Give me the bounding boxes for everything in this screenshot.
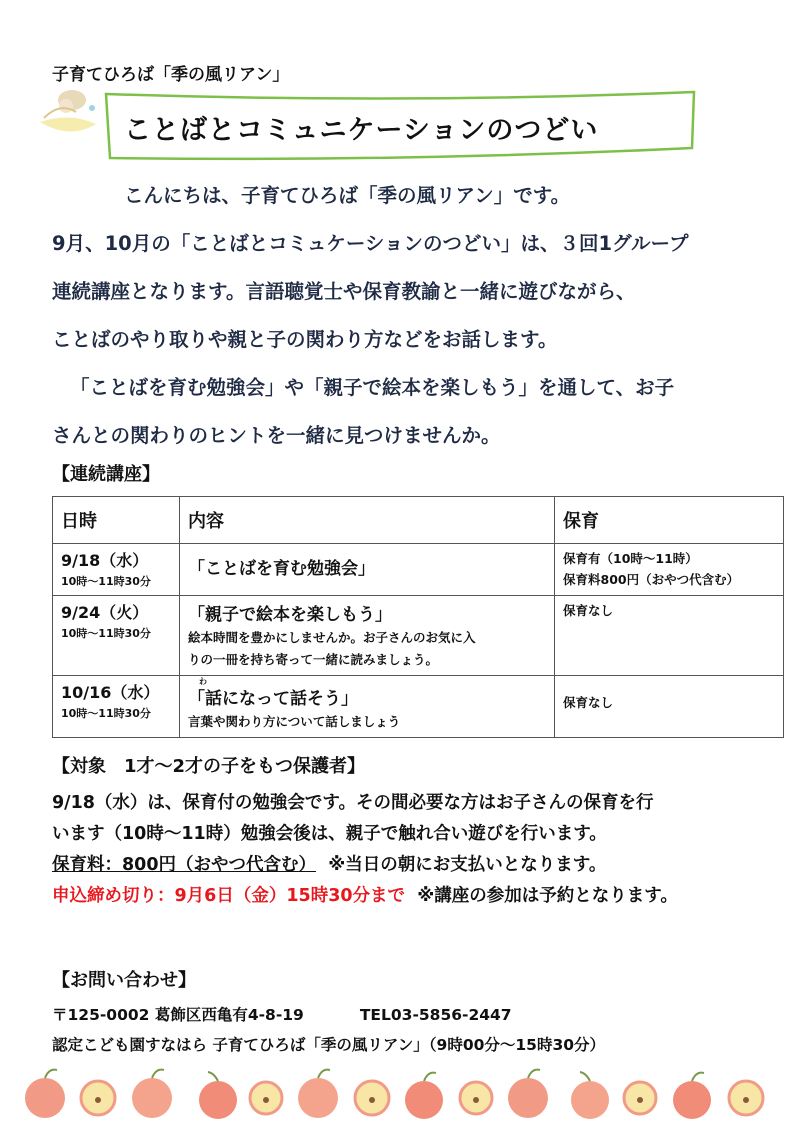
intro-line: こんにちは、子育てひろば「季の風リアン」です。 — [124, 184, 571, 207]
intro-text — [52, 172, 762, 460]
session-date: 9/24（火） — [61, 603, 149, 622]
apple-icon — [298, 1070, 338, 1118]
intro-line: ことばのやり取りや親と子の関わり方などをお話します。 — [52, 328, 558, 351]
childcare-info: 保育なし — [563, 695, 614, 710]
session-time: 10時～11時30分 — [61, 575, 151, 588]
session-time: 10時～11時30分 — [61, 627, 151, 640]
apple-icon — [25, 1070, 65, 1118]
childcare-info — [563, 544, 775, 590]
header-childcare: 保育 — [555, 497, 784, 544]
furigana: わ — [199, 677, 207, 686]
target-heading: 【対象 1才～2才の子をもつ保護者】 — [52, 756, 366, 777]
session-description: 言葉や関わり方について話しましょう — [188, 714, 401, 729]
phone-number: TEL03-5856-2447 — [359, 1006, 512, 1024]
fee-text: 保育料：800円（おやつ代含む） — [52, 855, 317, 875]
page-title: ことばとコミュニケーションのつどい — [124, 115, 599, 146]
apple-slice-icon — [624, 1082, 656, 1114]
apple-slice-icon — [81, 1081, 115, 1115]
session-description — [188, 625, 546, 671]
address: 〒125-0002 葛飾区西亀有4-8-19 — [52, 1006, 304, 1024]
facility-name: 認定こども園すなはら 子育てひろば「季の風リアン」（9時00分～15時30分） — [52, 1036, 606, 1054]
apple-icon — [673, 1073, 711, 1119]
fee-note: ※当日の朝にお支払いとなります。 — [328, 855, 607, 875]
table-row — [53, 544, 784, 596]
apple-slice-icon — [460, 1082, 492, 1114]
apple-icon — [405, 1073, 443, 1119]
deadline-note: ※講座の参加は予約となります。 — [417, 886, 678, 906]
table-header-row — [53, 497, 784, 544]
apple-illustrations — [0, 1060, 800, 1132]
session-title: 「親子で絵本を楽しもう」 — [188, 605, 392, 625]
series-heading: 【連続講座】 — [52, 464, 160, 485]
schedule-table — [52, 496, 784, 738]
table-row — [53, 676, 784, 738]
intro-line: 連続講座となります。言語聴覚士や保育教諭と一緒に遊びながら、 — [52, 280, 636, 303]
session-date: 9/18（水） — [61, 551, 149, 570]
session-time: 10時～11時30分 — [61, 707, 151, 720]
childcare-line: 保育料800円（おやつ代含む） — [563, 572, 740, 587]
childcare-info: 保育なし — [563, 603, 614, 618]
table-row — [53, 596, 784, 676]
contact-info — [52, 1000, 605, 1060]
apple-icon — [132, 1070, 172, 1118]
header-datetime: 日時 — [53, 497, 180, 544]
session-title: 「話になって話そう」 — [188, 689, 358, 709]
deadline-text: 申込締め切り：9月6日（金）15時30分まで — [52, 886, 406, 906]
apple-slice-icon — [729, 1081, 763, 1115]
intro-line: 9月、10月の「ことばとコミュケーションのつどい」は、３回1グループ — [52, 232, 689, 255]
contact-heading: 【お問い合わせ】 — [52, 970, 196, 991]
apple-slice-icon — [250, 1082, 282, 1114]
apple-icon — [199, 1072, 237, 1119]
organization-name: 子育てひろば「季の風リアン」 — [52, 65, 290, 85]
session-date: 10/16（水） — [61, 683, 160, 702]
notes — [52, 788, 782, 912]
note-line: 9/18（水）は、保育付の勉強会です。その間必要な方はお子さんの保育を行 — [52, 793, 654, 813]
description-line: 絵本時間を豊かにしませんか。お子さんのお気に入 — [188, 630, 476, 645]
apple-slice-icon — [355, 1081, 389, 1115]
header-content: 内容 — [180, 497, 555, 544]
description-line: りの一冊を持ち寄って一緒に読みましょう。 — [188, 652, 439, 667]
childcare-line: 保育有（10時～11時） — [563, 551, 698, 566]
apple-icon — [571, 1072, 609, 1119]
session-title: 「ことばを育む勉強会」 — [188, 559, 375, 579]
intro-line: 「ことばを育む勉強会」や「親子で絵本を楽しもう」を通して、お子 — [70, 376, 675, 399]
note-line: います（10時～11時）勉強会後は、親子で触れ合い遊びを行います。 — [52, 824, 607, 844]
apple-icon — [508, 1070, 548, 1118]
fairy-illustration — [30, 82, 100, 142]
intro-line: さんとの関わりのヒントを一緒に見つけませんか。 — [52, 424, 501, 447]
